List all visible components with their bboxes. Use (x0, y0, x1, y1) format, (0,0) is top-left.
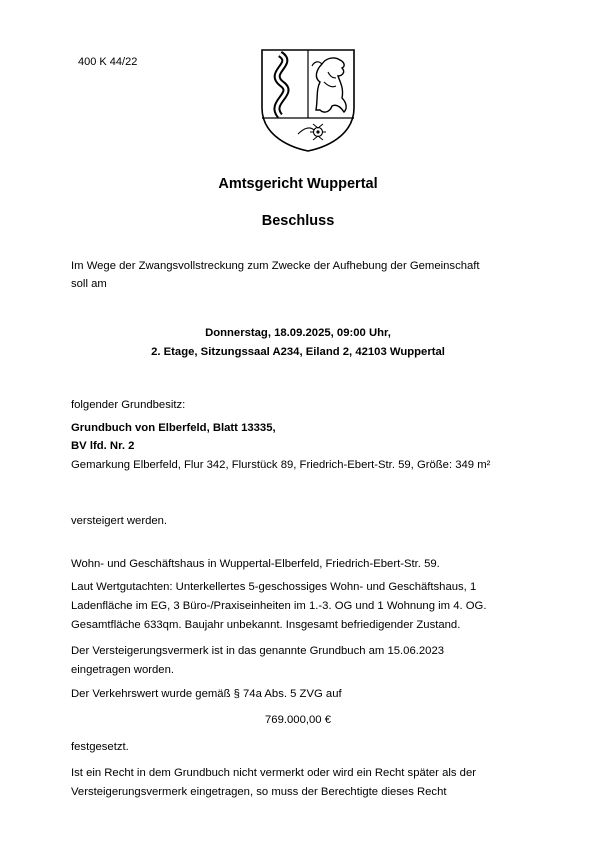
market-value-intro: Der Verkehrswert wurde gemäß § 74a Abs. 5 ZVG auf (71, 688, 342, 700)
appointment-datetime: Donnerstag, 18.09.2025, 09:00 Uhr, (205, 327, 391, 339)
market-value-outro: festgesetzt. (71, 741, 129, 753)
appraisal-line-2: Ladenfläche im EG, 3 Büro-/Praxiseinheiten im 1.-3. OG und 1 Wohnung im 4. OG. (71, 600, 487, 612)
market-value: 769.000,00 € (265, 714, 331, 726)
intro-line-2: soll am (71, 278, 107, 290)
registration-note-line-1: Der Versteigerungsvermerk ist in das genannte Grundbuch am 15.06.2023 (71, 645, 445, 657)
rights-line-1: Ist ein Recht in dem Grundbuch nicht vermerkt oder wird ein Recht später als der (71, 767, 476, 779)
auction-result: versteigert werden. (71, 515, 168, 527)
document-type: Beschluss (261, 213, 335, 229)
property-label: folgender Grundbesitz: (71, 399, 186, 411)
appraisal-line-1: Laut Wertgutachten: Unterkellertes 5-geschossiges Wohn- und Geschäftshaus, 1 (71, 581, 477, 593)
intro-line-1: Im Wege der Zwangsvollstreckung zum Zwecke der Aufhebung der Gemeinschaft (71, 260, 480, 272)
building-description: Wohn- und Geschäftshaus in Wuppertal-Elberfeld, Friedrich-Ebert-Str. 59. (71, 558, 440, 570)
coat-of-arms-nrw-icon (258, 46, 358, 154)
registration-note-line-2: eingetragen worden. (71, 664, 175, 676)
register-entry: BV lfd. Nr. 2 (71, 440, 135, 452)
appraisal-line-3: Gesamtfläche 633qm. Baujahr unbekannt. Insgesamt befriedigender Zustand. (71, 619, 461, 631)
rights-line-2: Versteigerungsvermerk eingetragen, so muss der Berechtigte dieses Recht (71, 786, 447, 798)
appointment-location: 2. Etage, Sitzungssaal A234, Eiland 2, 42103 Wuppertal (151, 346, 445, 358)
court-name: Amtsgericht Wuppertal (218, 176, 378, 192)
parcel-details: Gemarkung Elberfeld, Flur 342, Flurstück 89, Friedrich-Ebert-Str. 59, Größe: 349 m² (71, 459, 491, 471)
file-number: 400 K 44/22 (78, 56, 138, 68)
land-register: Grundbuch von Elberfeld, Blatt 13335, (71, 422, 276, 434)
